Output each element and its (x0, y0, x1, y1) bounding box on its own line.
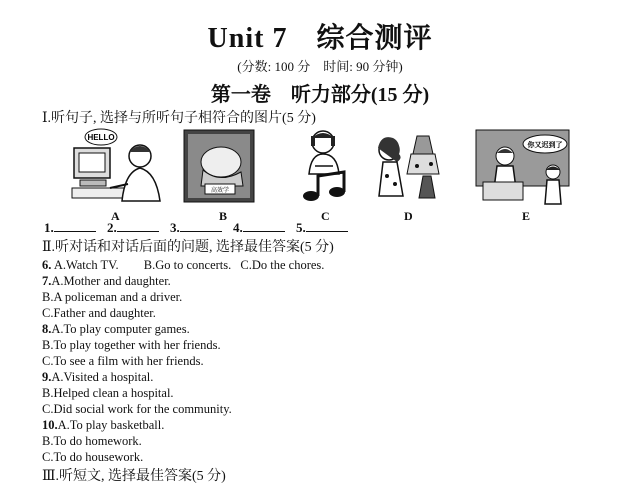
option-a: A.Mother and daughter. (51, 274, 171, 288)
bubble-late: 你又迟到了 (527, 141, 563, 149)
answer-blank-3[interactable] (180, 221, 222, 232)
option-a: A.To play computer games. (51, 322, 190, 336)
option-a: A.Watch TV. (53, 258, 119, 272)
question-9 (42, 369, 324, 385)
computer-user-icon (70, 126, 165, 206)
answer-num-5: 5. (296, 220, 306, 235)
answer-num-1: 1. (44, 220, 54, 235)
girl-dresses-icon (371, 126, 451, 206)
option-b: B.To do homework. (42, 434, 142, 448)
sleeping-person-icon (183, 126, 255, 206)
question-8 (42, 321, 324, 337)
option-b: B.A policeman and a driver. (42, 290, 183, 304)
question-number: 9. (42, 370, 52, 384)
option-c: C.Father and daughter. (42, 306, 156, 320)
option-a: A.Visited a hospital. (51, 370, 154, 384)
picture-label-b: B (219, 209, 228, 223)
option-a: A.To play basketball. (57, 418, 165, 432)
option-b: B.Go to concerts. (143, 258, 232, 272)
picture-row (70, 126, 590, 206)
question-list (42, 257, 324, 465)
part-heading: 第一卷 听力部分(15 分) (210, 84, 430, 106)
option-c: C.Do the chores. (240, 258, 325, 272)
answer-num-3: 3. (170, 220, 180, 235)
answer-num-2: 2. (107, 220, 117, 235)
answer-blank-4[interactable] (243, 221, 285, 232)
picture-label-e: E (522, 209, 531, 223)
picture-label-d: D (404, 209, 413, 223)
section2-heading: Ⅱ.听对话和对话后面的问题, 选择最佳答案(5 分) (42, 240, 334, 255)
picture-label-a: A (111, 209, 120, 223)
answer-blanks (42, 220, 354, 236)
child-music-icon (293, 126, 358, 206)
question-7 (42, 273, 324, 289)
bubble-hello: HELLO (87, 133, 115, 142)
question-number: 6. (42, 258, 52, 272)
option-b: B.To play together with her friends. (42, 338, 221, 352)
answer-num-4: 4. (233, 220, 243, 235)
question-10 (42, 417, 324, 433)
question-6 (42, 257, 324, 273)
book-title: 高效学 (210, 187, 230, 194)
teacher-late-student-icon (475, 126, 570, 206)
question-number: 10. (42, 418, 58, 432)
option-c: C.To do housework. (42, 450, 144, 464)
option-c: C.To see a film with her friends. (42, 354, 204, 368)
question-number: 7. (42, 274, 52, 288)
option-b: B.Helped clean a hospital. (42, 386, 174, 400)
answer-blank-2[interactable] (117, 221, 159, 232)
section3-heading: Ⅲ.听短文, 选择最佳答案(5 分) (42, 469, 226, 484)
answer-blank-1[interactable] (54, 221, 96, 232)
question-number: 8. (42, 322, 52, 336)
option-c: C.Did social work for the community. (42, 402, 232, 416)
section1-heading: Ⅰ.听句子, 选择与所听句子相符合的图片(5 分) (42, 111, 316, 126)
page-title: Unit 7 综合测评 (207, 23, 433, 54)
exam-meta: (分数: 100 分 时间: 90 分钟) (237, 59, 403, 74)
answer-blank-5[interactable] (306, 221, 348, 232)
picture-label-c: C (321, 209, 330, 223)
